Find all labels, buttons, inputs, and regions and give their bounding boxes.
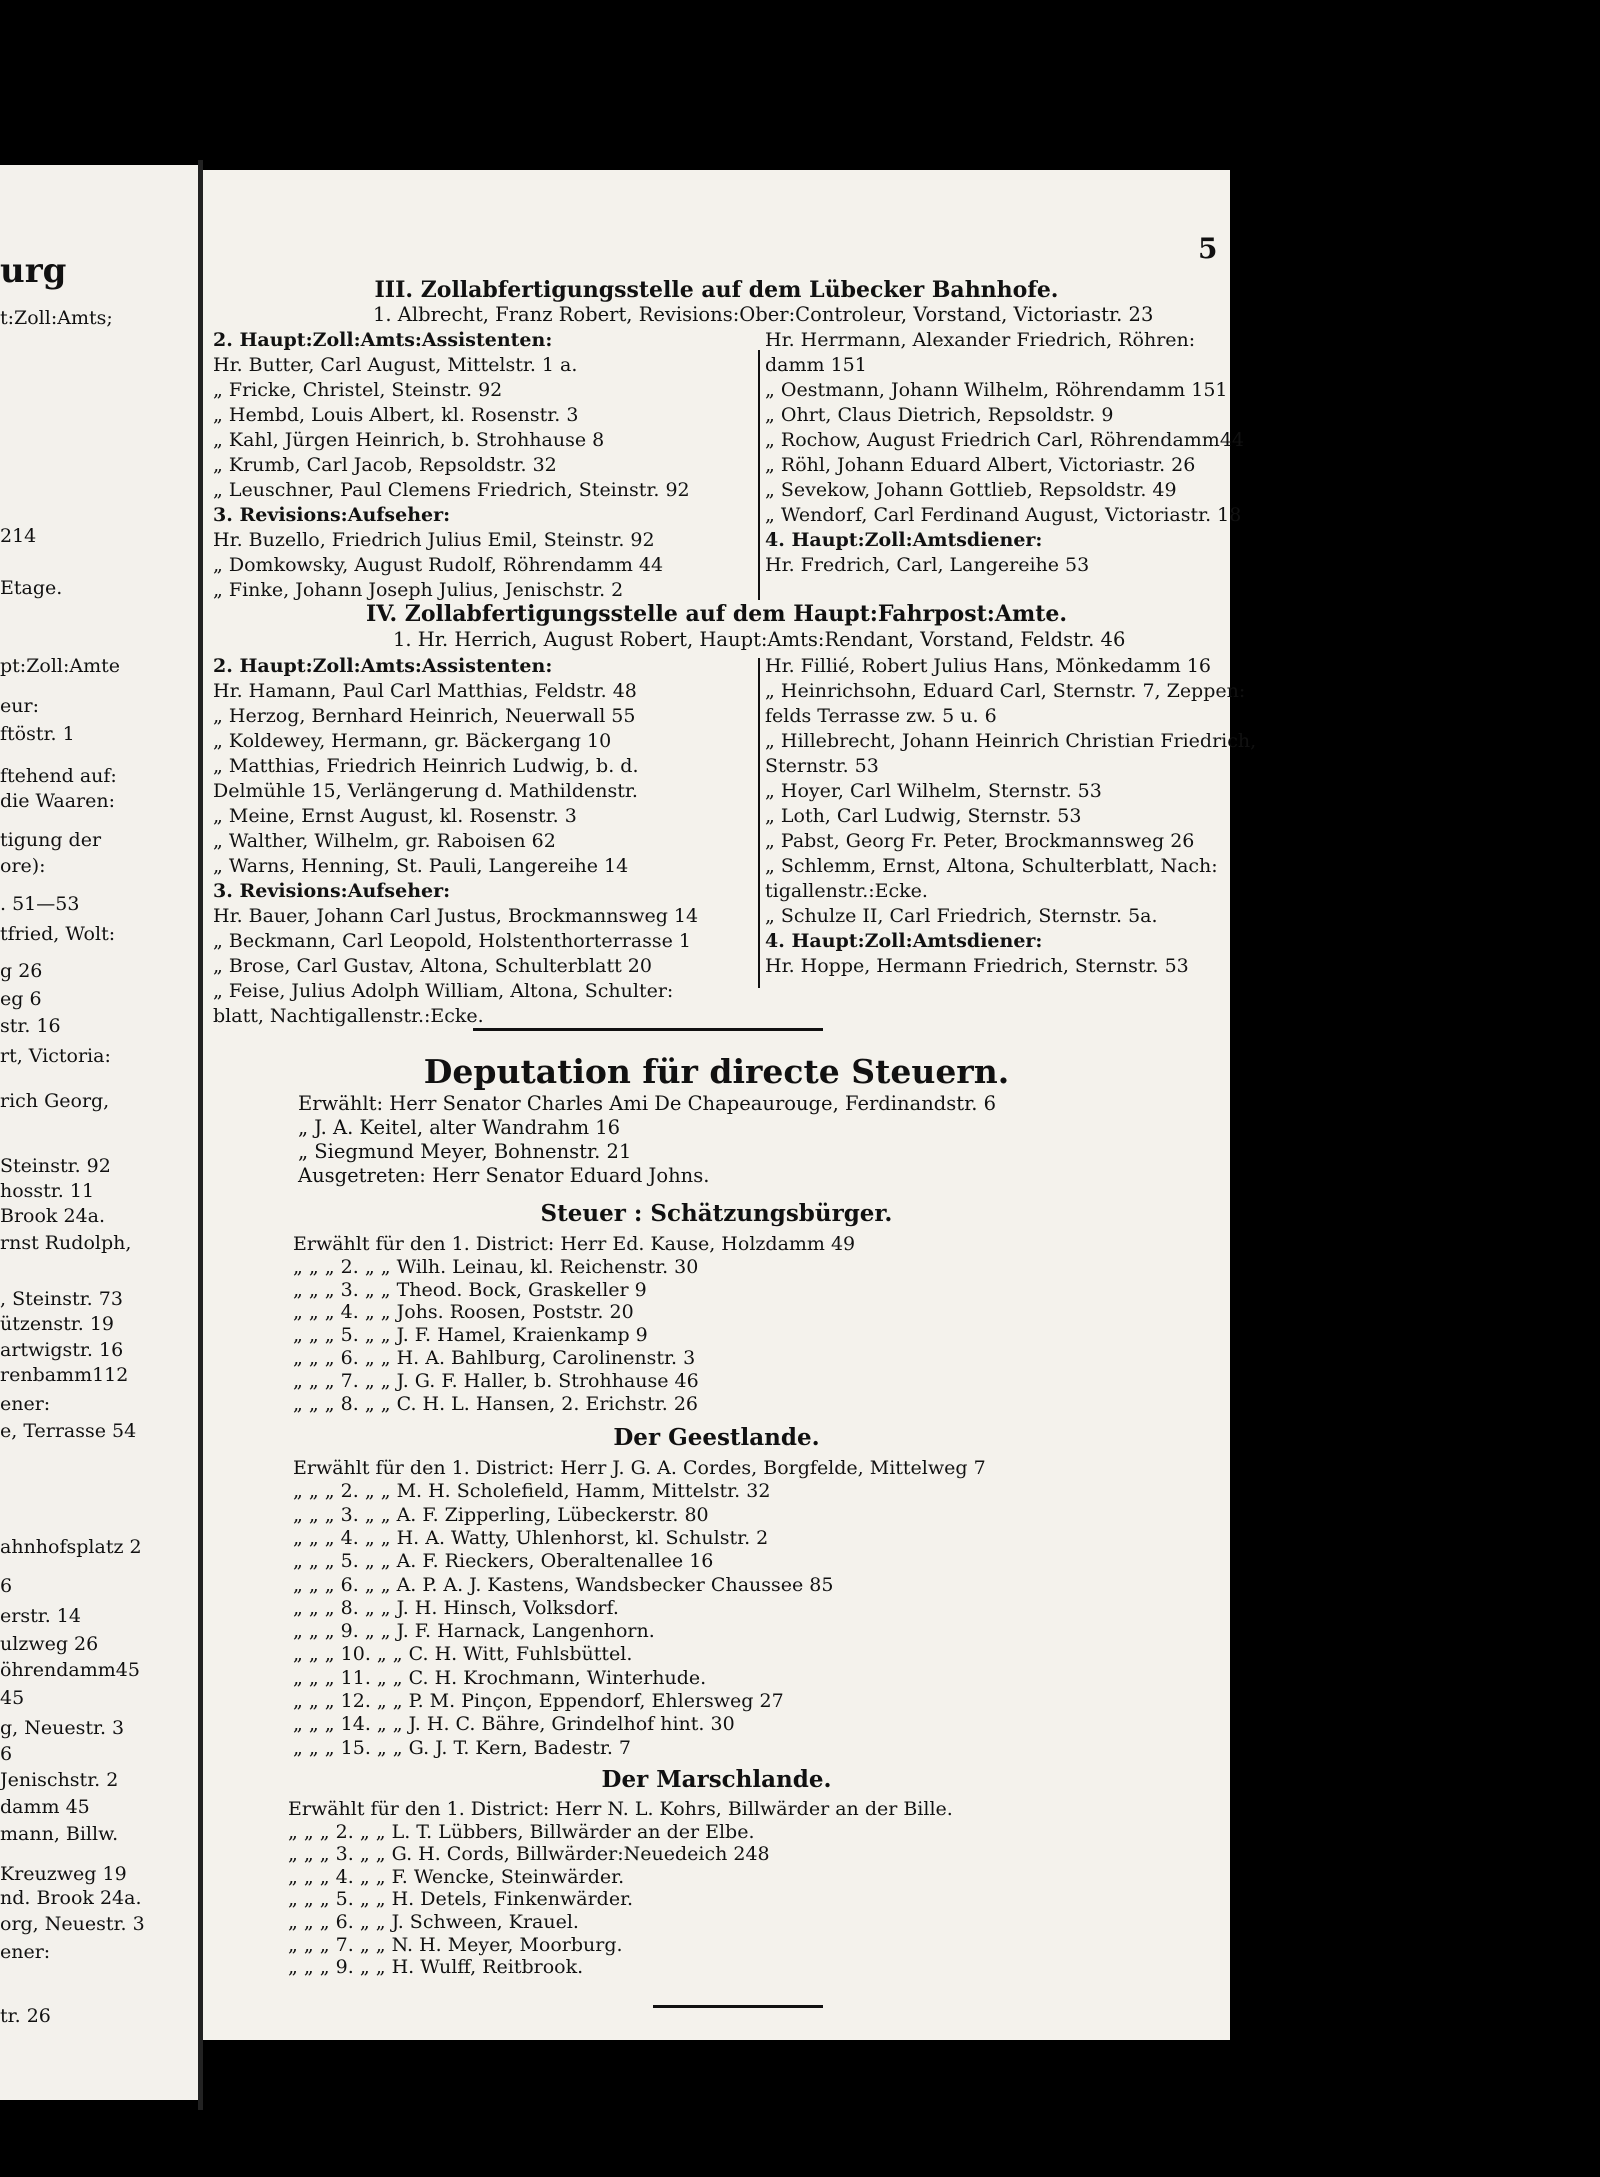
- text-line: „ Fricke, Christel, Steinstr. 92: [213, 379, 503, 401]
- left-page-text: g 26: [0, 960, 43, 982]
- text-line: „ Hoyer, Carl Wilhelm, Sternstr. 53: [765, 780, 1102, 802]
- section-4-lead: 1. Hr. Herrich, August Robert, Haupt:Amts:Rendant, Vorstand, Feldstr. 46: [393, 628, 1126, 651]
- left-page-text: tr. 26: [0, 2005, 51, 2027]
- text-line: „ „ „ 9. „ „ H. Wulff, Reitbrook.: [288, 1956, 584, 1979]
- left-page-text: Jenischstr. 2: [0, 1769, 119, 1791]
- text-line: Hr. Hamann, Paul Carl Matthias, Feldstr. 48: [213, 680, 637, 702]
- text-line: „ „ „ 7. „ „ J. G. F. Haller, b. Strohhause 46: [293, 1369, 699, 1392]
- left-page-text: ore):: [0, 855, 46, 877]
- text-line: Erwählt für den 1. District: Herr J. G. A. Cordes, Borgfelde, Mittelweg 7: [293, 1457, 986, 1479]
- text-line: „ „ „ 4. „ „ H. A. Watty, Uhlenhorst, kl. Schulstr. 2: [293, 1526, 769, 1549]
- text-line: „ „ „ 12. „ „ P. M. Pinçon, Eppendorf, Ehlersweg 27: [293, 1690, 784, 1712]
- left-page-text: eg 6: [0, 988, 42, 1010]
- left-page-text: Brook 24a.: [0, 1205, 106, 1227]
- text-line: „ „ „ 6. „ „ J. Schween, Krauel.: [288, 1911, 579, 1933]
- text-line: „ „ „ 5. „ „ H. Detels, Finkenwärder.: [288, 1888, 634, 1911]
- marschlande-title: Der Marschlande.: [601, 1766, 832, 1793]
- text-line: Delmühle 15, Verlängerung d. Mathildenstr.: [213, 780, 638, 802]
- text-line: „ „ „ 11. „ „ C. H. Krochmann, Winterhude.: [293, 1666, 707, 1689]
- left-page-text: ftöstr. 1: [0, 723, 75, 745]
- text-line: „ Ohrt, Claus Dietrich, Repsoldstr. 9: [765, 404, 1114, 426]
- text-line: „ Domkowsky, August Rudolf, Röhrendamm 44: [213, 554, 664, 576]
- text-line: „ Hembd, Louis Albert, kl. Rosenstr. 3: [213, 404, 579, 426]
- text-line: „ Krumb, Carl Jacob, Repsoldstr. 32: [213, 454, 557, 476]
- left-page-text: pt:Zoll:Amte: [0, 655, 121, 677]
- text-line: „ Rochow, August Friedrich Carl, Röhrendamm44: [765, 429, 1244, 451]
- column-divider: [758, 350, 760, 600]
- text-line: „ Walther, Wilhelm, gr. Raboisen 62: [213, 830, 556, 852]
- left-page-text: Kreuzweg 19: [0, 1863, 127, 1885]
- closing-rule: [653, 2005, 823, 2008]
- text-line: Hr. Herrmann, Alexander Friedrich, Röhren:: [765, 329, 1196, 351]
- text-line: Sternstr. 53: [765, 755, 879, 777]
- text-line: „ Leuschner, Paul Clemens Friedrich, Steinstr. 92: [213, 479, 690, 501]
- left-page-text: ulzweg 26: [0, 1633, 99, 1655]
- left-page-text: str. 16: [0, 1015, 61, 1037]
- text-line: „ Finke, Johann Joseph Julius, Jenischstr. 2: [213, 579, 624, 601]
- text-line: „ „ „ 10. „ „ C. H. Witt, Fuhlsbüttel.: [293, 1643, 633, 1666]
- divider-rule: [473, 1028, 823, 1031]
- left-page-text: 45: [0, 1687, 25, 1709]
- page: [203, 170, 1257, 2040]
- text-line: „ Matthias, Friedrich Heinrich Ludwig, b. d.: [213, 755, 639, 777]
- left-page-text: org, Neuestr. 3: [0, 1913, 145, 1935]
- left-page-text: 6: [0, 1743, 13, 1765]
- text-line: „ J. A. Keitel, alter Wandrahm 16: [298, 1116, 621, 1139]
- left-page-text: damm 45: [0, 1796, 90, 1818]
- text-line: Hr. Fredrich, Carl, Langereihe 53: [765, 554, 1090, 576]
- left-page-text: tigung der: [0, 829, 102, 851]
- text-line: Erwählt für den 1. District: Herr N. L. Kohrs, Billwärder an der Bille.: [288, 1798, 953, 1820]
- text-line: Hr. Hoppe, Hermann Friedrich, Sternstr. 53: [765, 955, 1189, 977]
- text-line: „ Kahl, Jürgen Heinrich, b. Strohhause 8: [213, 429, 605, 451]
- text-line: „ „ „ 3. „ „ A. F. Zipperling, Lübeckerstr. 80: [293, 1503, 709, 1526]
- left-page-text: ener:: [0, 1393, 51, 1415]
- text-line: „ „ „ 5. „ „ A. F. Rieckers, Oberaltenallee 16: [293, 1550, 714, 1573]
- text-line: Erwählt: Herr Senator Charles Ami De Chapeaurouge, Ferdinandstr. 6: [298, 1092, 997, 1115]
- left-page-text: eur:: [0, 695, 39, 717]
- text-line: „ „ „ 7. „ „ N. H. Meyer, Moorburg.: [288, 1933, 623, 1956]
- text-line: „ „ „ 3. „ „ G. H. Cords, Billwärder:Neuedeich 248: [288, 1843, 770, 1866]
- left-page-text: t:Zoll:Amts;: [0, 307, 113, 329]
- left-page-text: 6: [0, 1575, 13, 1597]
- text-line: Erwählt für den 1. District: Herr Ed. Kause, Holzdamm 49: [293, 1233, 856, 1255]
- text-line: „ „ „ 9. „ „ J. F. Harnack, Langenhorn.: [293, 1620, 655, 1643]
- left-page-text: Etage.: [0, 577, 63, 599]
- text-line: „ „ „ 5. „ „ J. F. Hamel, Kraienkamp 9: [293, 1324, 648, 1347]
- text-line: „ „ „ 15. „ „ G. J. T. Kern, Badestr. 7: [293, 1736, 632, 1759]
- text-line: 3. Revisions:Aufseher:: [213, 880, 451, 902]
- schaetzung-title: Steuer : Schätzungsbürger.: [540, 1200, 893, 1227]
- left-page-text: rt, Victoria:: [0, 1045, 111, 1067]
- text-line: „ Schlemm, Ernst, Altona, Schulterblatt, Nach:: [765, 855, 1218, 877]
- text-line: tigallenstr.:Ecke.: [765, 880, 928, 902]
- left-page-text: e, Terrasse 54: [0, 1420, 137, 1442]
- text-line: Hr. Buzello, Friedrich Julius Emil, Steinstr. 92: [213, 529, 655, 551]
- text-line: „ Feise, Julius Adolph William, Altona, Schulter:: [213, 980, 674, 1002]
- text-line: „ Siegmund Meyer, Bohnenstr. 21: [298, 1140, 632, 1163]
- text-line: „ Pabst, Georg Fr. Peter, Brockmannsweg 26: [765, 830, 1195, 852]
- page-number: 5: [1198, 232, 1218, 265]
- text-line: 2. Haupt:Zoll:Amts:Assistenten:: [213, 329, 553, 351]
- text-line: „ „ „ 3. „ „ Theod. Bock, Graskeller 9: [293, 1278, 647, 1301]
- left-page-text: mann, Billw.: [0, 1823, 119, 1845]
- text-line: „ Herzog, Bernhard Heinrich, Neuerwall 55: [213, 705, 636, 727]
- text-line: „ „ „ 4. „ „ Johs. Roosen, Poststr. 20: [293, 1301, 634, 1324]
- text-line: „ Röhl, Johann Eduard Albert, Victoriastr. 26: [765, 454, 1196, 476]
- section-3-title: III. Zollabfertigungsstelle auf dem Lübecker Bahnhofe.: [374, 277, 1059, 303]
- left-page-text: . 51—53: [0, 893, 80, 915]
- text-line: „ „ „ 6. „ „ H. A. Bahlburg, Carolinenstr. 3: [293, 1347, 696, 1369]
- text-line: Hr. Bauer, Johann Carl Justus, Brockmannsweg 14: [213, 905, 699, 927]
- text-line: „ „ „ 2. „ „ L. T. Lübbers, Billwärder an der Elbe.: [288, 1820, 755, 1843]
- column-divider: [758, 658, 760, 988]
- text-line: „ Schulze II, Carl Friedrich, Sternstr. 5a.: [765, 905, 1158, 927]
- text-line: „ Oestmann, Johann Wilhelm, Röhrendamm 151: [765, 379, 1228, 401]
- left-page-text: rnst Rudolph,: [0, 1232, 132, 1254]
- text-line: „ „ „ 4. „ „ F. Wencke, Steinwärder.: [288, 1865, 625, 1888]
- left-page-text: renbamm112: [0, 1364, 129, 1386]
- left-page-text: ützenstr. 19: [0, 1313, 114, 1335]
- left-page-text: die Waaren:: [0, 790, 116, 812]
- left-page-text: öhrendamm45: [0, 1659, 140, 1681]
- text-line: 4. Haupt:Zoll:Amtsdiener:: [765, 529, 1043, 551]
- text-line: „ „ „ 8. „ „ J. H. Hinsch, Volksdorf.: [293, 1596, 619, 1619]
- text-line: „ „ „ 2. „ „ M. H. Scholefield, Hamm, Mittelstr. 32: [293, 1480, 771, 1503]
- text-line: Ausgetreten: Herr Senator Eduard Johns.: [298, 1164, 710, 1187]
- text-line: „ Hillebrecht, Johann Heinrich Christian Friedrich,: [765, 730, 1257, 752]
- text-line: „ Wendorf, Carl Ferdinand August, Victoriastr. 18: [765, 504, 1242, 526]
- text-line: „ Beckmann, Carl Leopold, Holstenthorterrasse 1: [213, 930, 692, 952]
- left-page-text: g, Neuestr. 3: [0, 1717, 125, 1739]
- left-page-text: , Steinstr. 73: [0, 1288, 123, 1310]
- left-page-fragment: [0, 165, 198, 2100]
- text-line: 4. Haupt:Zoll:Amtsdiener:: [765, 930, 1043, 952]
- left-page-text: ener:: [0, 1941, 51, 1963]
- left-page-text: artwigstr. 16: [0, 1339, 124, 1361]
- text-line: „ Meine, Ernst August, kl. Rosenstr. 3: [213, 805, 577, 827]
- text-line: felds Terrasse zw. 5 u. 6: [765, 705, 997, 727]
- text-line: 3. Revisions:Aufseher:: [213, 504, 451, 526]
- text-line: damm 151: [765, 354, 867, 376]
- left-page-text: tfried, Wolt:: [0, 923, 116, 945]
- text-line: „ Brose, Carl Gustav, Altona, Schulterblatt 20: [213, 955, 652, 977]
- left-page-text: Steinstr. 92: [0, 1155, 111, 1177]
- left-page-text: 214: [0, 525, 37, 547]
- text-line: „ Koldewey, Hermann, gr. Bäckergang 10: [213, 730, 612, 752]
- left-page-text: nd. Brook 24a.: [0, 1887, 142, 1909]
- left-page-text: erstr. 14: [0, 1605, 81, 1627]
- text-line: „ „ „ 8. „ „ C. H. L. Hansen, 2. Erichstr. 26: [293, 1392, 699, 1415]
- left-page-text: urg: [0, 251, 67, 291]
- text-line: blatt, Nachtigallenstr.:Ecke.: [213, 1005, 484, 1027]
- text-line: „ „ „ 6. „ „ A. P. A. J. Kastens, Wandsbecker Chaussee 85: [293, 1573, 834, 1596]
- left-page-text: ahnhofsplatz 2: [0, 1536, 142, 1558]
- text-line: Hr. Fillié, Robert Julius Hans, Mönkedamm 16: [765, 655, 1211, 677]
- left-page-text: hosstr. 11: [0, 1180, 95, 1202]
- text-line: „ „ „ 2. „ „ Wilh. Leinau, kl. Reichenstr. 30: [293, 1255, 699, 1278]
- geestlande-title: Der Geestlande.: [613, 1424, 820, 1451]
- text-line: Hr. Butter, Carl August, Mittelstr. 1 a.: [213, 354, 578, 376]
- text-line: „ Sevekow, Johann Gottlieb, Repsoldstr. 49: [765, 479, 1177, 501]
- section-3-lead: 1. Albrecht, Franz Robert, Revisions:Ober:Controleur, Vorstand, Victoriastr. 23: [373, 303, 1154, 326]
- text-line: „ Loth, Carl Ludwig, Sternstr. 53: [765, 805, 1082, 827]
- text-line: 2. Haupt:Zoll:Amts:Assistenten:: [213, 655, 553, 677]
- text-line: „ Heinrichsohn, Eduard Carl, Sternstr. 7, Zeppen:: [765, 680, 1246, 702]
- text-line: „ Warns, Henning, St. Pauli, Langereihe 14: [213, 855, 629, 877]
- left-page-text: ftehend auf:: [0, 765, 117, 787]
- left-page-text: rich Georg,: [0, 1090, 110, 1112]
- deputation-title: Deputation für directe Steuern.: [423, 1052, 1010, 1091]
- section-4-title: IV. Zollabfertigungsstelle auf dem Haupt:Fahrpost:Amte.: [365, 601, 1068, 627]
- text-line: „ „ „ 14. „ „ J. H. C. Bähre, Grindelhof hint. 30: [293, 1713, 735, 1736]
